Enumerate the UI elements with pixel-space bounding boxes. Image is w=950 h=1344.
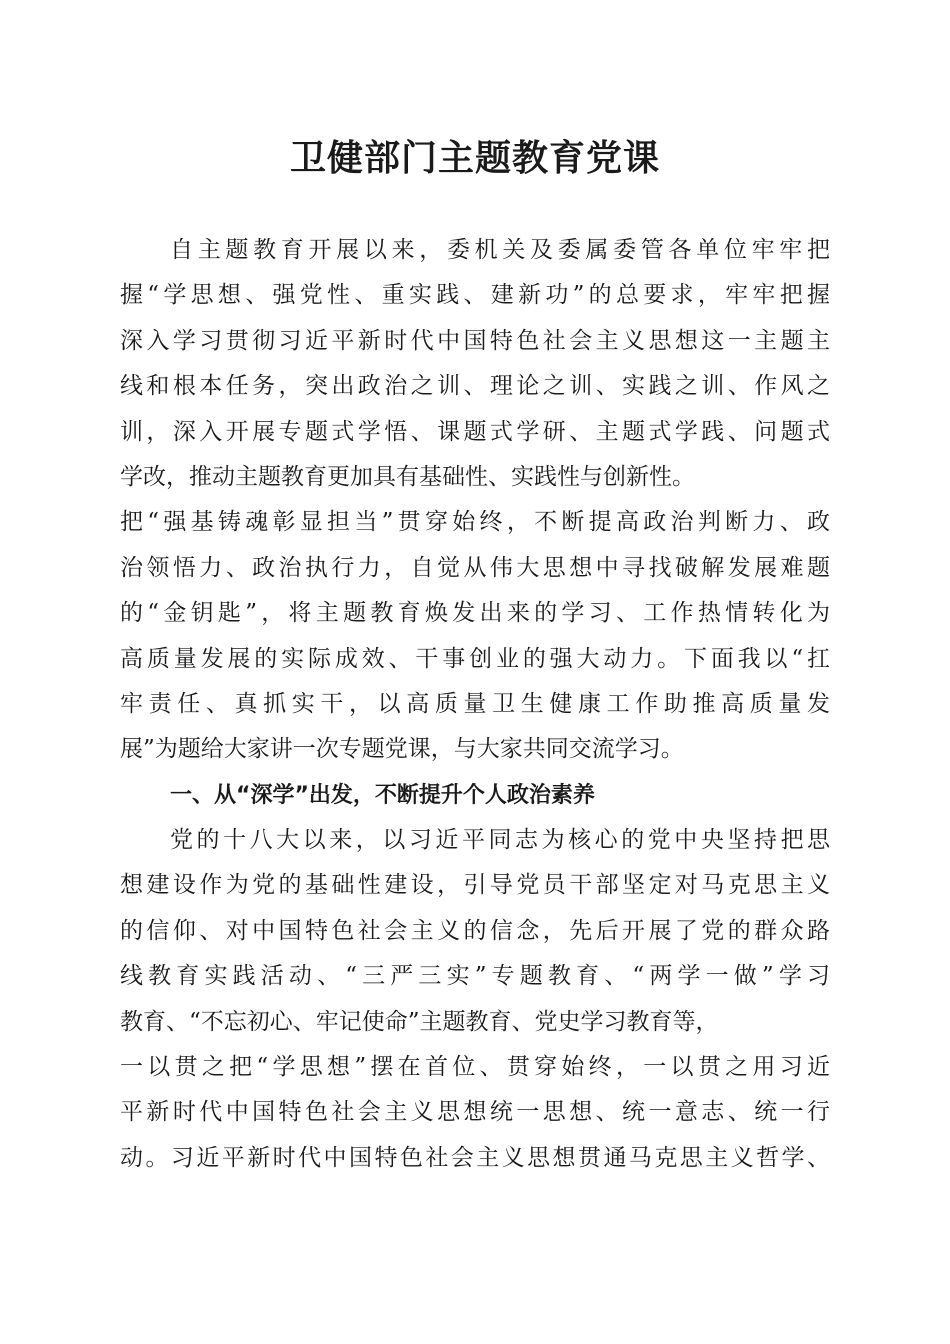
document-body (120, 228, 830, 1181)
paragraph-line: 把“强基铸魂彰显担当”贯穿始终，不断提高政治判断力、政 (120, 509, 830, 536)
paragraph-line: 展”为题给大家讲一次专题党课，与大家共同交流学习。 (120, 736, 684, 763)
paragraph-line: 线和根本任务，突出政治之训、理论之训、实践之训、作风之 (120, 373, 830, 400)
section-heading: 一、从“深学”出发，不断提升个人政治素养 (170, 782, 595, 808)
paragraph-line: 深入学习贯彻习近平新时代中国特色社会主义思想这一主题主 (120, 327, 830, 354)
paragraph-line: 牢责任、真抓实干，以高质量卫生健康工作助推高质量发 (120, 690, 830, 717)
section-paragraph (120, 818, 830, 1181)
paragraph-line: 动。习近平新时代中国特色社会主义思想贯通马克思主义哲学、 (120, 1144, 830, 1171)
paragraph-line: 线教育实践活动、“三严三实”专题教育、“两学一做”学习 (120, 963, 830, 990)
paragraph-line: 教育、“不忘初心、牢记使命”主题教育、党史学习教育等， (120, 1008, 719, 1035)
intro-paragraph (120, 228, 830, 773)
document-title: 卫健部门主题教育党课 (289, 137, 660, 179)
paragraph-line: 训，深入开展专题式学悟、课题式学研、主题式学践、问题式 (120, 418, 830, 445)
paragraph-line: 学改，推动主题教育更加具有基础性、实践性与创新性。 (120, 463, 695, 490)
paragraph-line: 党的十八大以来，以习近平同志为核心的党中央坚持把思 (170, 827, 830, 854)
paragraph-line: 一以贯之把“学思想”摆在首位、贯穿始终，一以贯之用习近 (120, 1054, 830, 1081)
paragraph-line: 想建设作为党的基础性建设，引导党员干部坚定对马克思主义 (120, 872, 830, 899)
paragraph-line: 的“金钥匙”，将主题教育焕发出来的学习、工作热情转化为 (120, 600, 830, 627)
paragraph-line: 的信仰、对中国特色社会主义的信念，先后开展了党的群众路 (120, 917, 830, 944)
paragraph-line: 平新时代中国特色社会主义思想统一思想、统一意志、统一行 (120, 1099, 830, 1126)
paragraph-line: 握“学思想、强党性、重实践、建新功”的总要求，牢牢把握 (120, 282, 830, 309)
paragraph-line: 治领悟力、政治执行力，自觉从伟大思想中寻找破解发展难题 (120, 554, 830, 581)
paragraph-line: 自主题教育开展以来，委机关及委属委管各单位牢牢把 (170, 237, 830, 263)
paragraph-line: 高质量发展的实际成效、干事创业的强大动力。下面我以“扛 (120, 645, 830, 672)
